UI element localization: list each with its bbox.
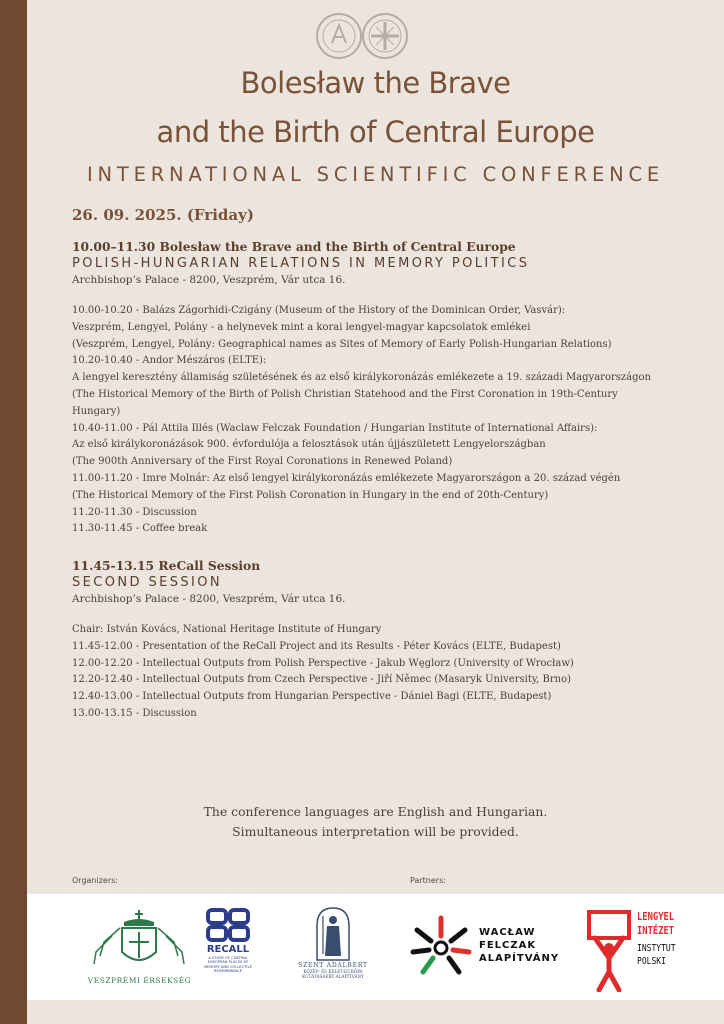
left-sidebar-stripe: [0, 0, 27, 1024]
partners-label: Partners:: [410, 876, 446, 885]
program-line: (Veszprém, Lengyel, Polány: Geographical names as Sites of Memory of Early Polish-Hungarian Relations): [72, 338, 612, 350]
program-line: 12.40-13.00 - Intellectual Outputs from Hungarian Perspective - Dániel Bagi (ELTE, Budapest): [72, 691, 552, 703]
program-line: Veszprém, Lengyel, Polány - a helynevek mint a korai lengyel-magyar kapcsolatok emlékei: [72, 321, 531, 333]
session-2-subtitle: SECOND SESSION: [72, 575, 223, 590]
program-line: 11.00-11.20 - Imre Molnár: Az első lengyel királykoronázás emlékezete Magyarországon a 20. század végén: [72, 472, 621, 484]
organizers-label: Organizers:: [72, 876, 118, 885]
szent-adalbert-logo: [295, 904, 371, 979]
adalbert-line-3: KUTATÁSÁÉRT ALAPÍTVÁNY: [302, 974, 364, 979]
felczak-line-3: ALAPÍTVÁNY: [479, 953, 560, 964]
language-note-line-2: Simultaneous interpretation will be provided.: [232, 824, 519, 839]
recall-name: RECALL: [206, 944, 250, 955]
language-note: [27, 802, 724, 842]
felczak-star-icon: [409, 914, 473, 978]
program-line: 13.00-13.15 - Discussion: [72, 707, 197, 719]
program-line: 11.45-12.00 - Presentation of the ReCall Project and its Results - Péter Kovács (ELTE, Budapest): [72, 640, 561, 652]
saint-figure-icon: [295, 904, 371, 962]
session-2-chair: Chair: István Kovács, National Heritage Institute of Hungary: [72, 624, 382, 635]
session-1-address: Archbishop’s Palace - 8200, Veszprém, Vár utca 16.: [72, 274, 346, 286]
lengyel-intezet-logo: [583, 908, 693, 992]
adalbert-line-1: SZENT ADALBERT: [298, 962, 368, 969]
session-1-program: [72, 303, 712, 538]
program-line: 12.20-12.40 - Intellectual Outputs from Czech Perspective - Jiří Němec (Masaryk University, Brno): [72, 674, 572, 686]
felczak-foundation-logo: [409, 914, 560, 978]
recall-description: A STUDY OF CENTRAL EUROPEAN PLACES OF MEMORY AND COLLECTIVE REMEMBRANCE: [203, 956, 253, 974]
program-line: (The Historical Memory of the Birth of Polish Christian Statehood and the First Coronation in 19th-Century Hungary): [72, 388, 618, 417]
veszprem-archdiocese-logo: [82, 908, 197, 985]
title-line-1: Bolesław the Brave: [240, 66, 511, 100]
session-2-title: 11.45-13.15 ReCall Session: [72, 558, 261, 573]
session-1: [72, 238, 712, 538]
session-2-address: Archbishop’s Palace - 8200, Veszprém, Vár utca 16.: [72, 593, 346, 605]
title-line-2: and the Birth of Central Europe: [156, 115, 595, 149]
lengyel-figure-icon: [583, 908, 635, 992]
lengyel-line-2: INTÉZET: [637, 924, 675, 937]
lengyel-line-3: INSTYTUT: [637, 943, 676, 954]
conference-date: 26. 09. 2025. (Friday): [72, 206, 254, 224]
adalbert-line-2: KÖZÉP- ÉS KELET-EURÓPA: [303, 969, 363, 974]
program-line: 11.20-11.30 - Discussion: [72, 506, 197, 518]
program-line: 10.00-10.20 - Balázs Zágorhidi-Czigány (Museum of the History of the Dominican Order, Vasvár):: [72, 305, 566, 316]
session-2-program: [72, 622, 712, 723]
felczak-line-2: FELCZAK: [479, 940, 537, 951]
program-line: 12.00-12.20 - Intellectual Outputs from Polish Perspective - Jakub Węglorz (University of Wrocław): [72, 657, 574, 669]
recall-mark-icon: [200, 908, 256, 942]
program-line: 11.30-11.45 - Coffee break: [72, 523, 208, 535]
lengyel-line-4: POLSKI: [637, 956, 666, 967]
program-line: (The 900th Anniversary of the First Royal Coronations in Renewed Poland): [72, 456, 453, 468]
session-1-title: 10.00–11.30 Bolesław the Brave and the Birth of Central Europe: [72, 239, 516, 254]
veszprem-label: VESZPRÉMI ÉRSEKSÉG: [87, 976, 192, 985]
coat-of-arms-icon: [82, 908, 197, 976]
program-line: (The Historical Memory of the First Polish Coronation in Hungary in the end of 20th-Century): [72, 489, 549, 501]
recall-logo: [200, 908, 256, 974]
language-note-line-1: The conference languages are English and Hungarian.: [203, 804, 548, 819]
program-line: Az első királykoronázások 900. évfordulója a felosztások után újjászületett Lengyelországban: [72, 439, 546, 451]
program-line: 10.40-11.00 - Pál Attila Illés (Waclaw Felczak Foundation / Hungarian Institute of International Affairs):: [72, 422, 598, 434]
medieval-seals-icon: [314, 11, 410, 61]
program-line: 10.20-10.40 - Andor Mészáros (ELTE):: [72, 355, 267, 367]
conference-subtitle: INTERNATIONAL SCIENTIFIC CONFERENCE: [86, 163, 665, 186]
program-line: A lengyel keresztény államiság születésének és az első királykoronázás emlékezete a 19. századi Magyarországon: [72, 372, 651, 384]
felczak-line-1: WACŁAW: [479, 927, 536, 938]
session-1-subtitle: POLISH-HUNGARIAN RELATIONS IN MEMORY POLITICS: [72, 256, 530, 271]
session-2: [72, 557, 712, 723]
lengyel-line-1: LENGYEL: [637, 910, 675, 923]
logo-footer: [27, 894, 724, 1000]
